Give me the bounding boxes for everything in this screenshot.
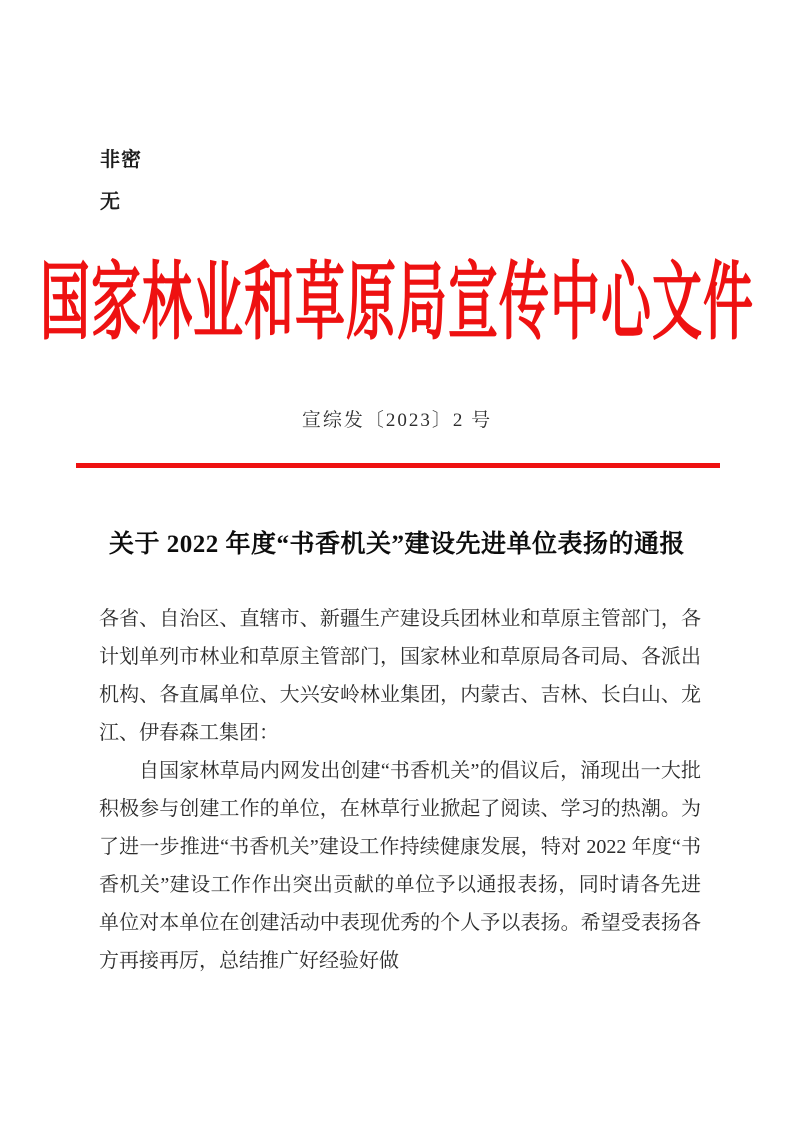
document-number: 宣综发〔2023〕2 号 bbox=[301, 410, 493, 431]
document-body bbox=[99, 600, 701, 980]
addressee-paragraph: 各省、自治区、直辖市、新疆生产建设兵团林业和草原主管部门，各计划单列市林业和草原主管部门，国家林业和草原局各司局、各派出机构、各直属单位、大兴安岭林业集团，内蒙古、吉林、长白山、龙江、伊春森工集团： bbox=[99, 608, 701, 744]
retention-period-label: 无 bbox=[100, 191, 120, 213]
security-classification-label: 非密 bbox=[100, 149, 142, 171]
agency-red-header-title: 国家林业和草原局宣传中心文件 bbox=[40, 254, 754, 351]
body-paragraph: 自国家林草局内网发出创建“书香机关”的倡议后，涌现出一大批积极参与创建工作的单位，在林草行业掀起了阅读、学习的热潮。为了进一步推进“书香机关”建设工作持续健康发展，特对 2022 年度“书香机关”建设工作作出突出贡献的单位予以通报表扬，同时请各先进单位对本单位在创建活动中表现优秀的个人予以表扬。希望受表扬各方再接再厉，总结推广好经验好做 bbox=[99, 760, 701, 972]
document-title: 关于 2022 年度“书香机关”建设先进单位表扬的通报 bbox=[108, 531, 685, 558]
red-divider-line bbox=[76, 463, 720, 468]
